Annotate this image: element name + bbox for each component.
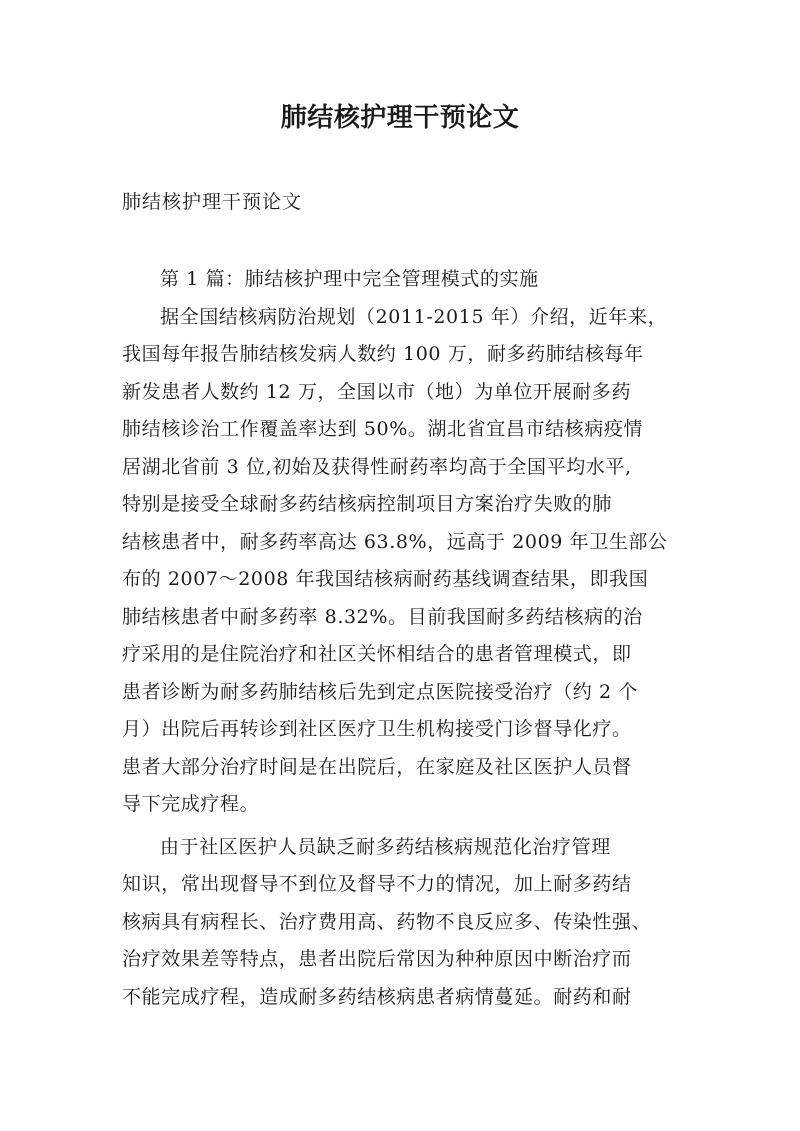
paragraph-line: 肺结核患者中耐多药率 8.32%。目前我国耐多药结核病的治 [122, 605, 643, 628]
paragraph-line: 我国每年报告肺结核发病人数约 100 万，耐多药肺结核每年 [122, 343, 644, 365]
paragraph-line: 核病具有病程长、治疗费用高、药物不良反应多、传染性强、 [122, 910, 652, 933]
paragraph-line: 由于社区医护人员缺乏耐多药结核病规范化治疗管理 [160, 835, 611, 858]
paragraph-1 [122, 299, 688, 824]
paragraph-line: 月）出院后再转诊到社区医疗卫生机构接受门诊督导化疗。 [122, 718, 632, 740]
paragraph-line: 不能完成疗程，造成耐多药结核病患者病情蔓延。耐药和耐 [122, 985, 632, 1008]
paragraph-line: 特别是接受全球耐多药结核病控制项目方案治疗失败的肺 [122, 493, 613, 515]
section-heading: 第 1 篇：肺结核护理中完全管理模式的实施 [160, 268, 539, 290]
paragraph-line: 结核患者中，耐多药率高达 63.8%，远高于 2009 年卫生部公 [122, 530, 668, 553]
paragraph-line: 新发患者人数约 12 万，全国以市（地）为单位开展耐多药 [122, 380, 632, 403]
paragraph-line: 导下完成疗程。 [122, 793, 260, 815]
document-body [122, 261, 688, 1016]
paragraph-line: 肺结核诊治工作覆盖率达到 50%。湖北省宜昌市结核病疫情 [122, 418, 644, 440]
paragraph-line: 疗采用的是住院治疗和社区关怀相结合的患者管理模式，即 [122, 643, 632, 665]
document-subtitle: 肺结核护理干预论文 [122, 191, 303, 213]
paragraph-line: 据全国结核病防治规划（2011-2015 年）介绍，近年来， [160, 305, 668, 328]
paragraph-2 [122, 829, 688, 1017]
paragraph-line: 治疗效果差等特点，患者出院后常因为种种原因中断治疗而 [122, 948, 632, 970]
paragraph-line: 知识，常出现督导不到位及督导不力的情况，加上耐多药结 [122, 873, 632, 895]
paragraph-line: 布的 2007～2008 年我国结核病耐药基线调查结果，即我国 [122, 568, 649, 590]
document-title: 肺结核护理干预论文 [280, 103, 520, 133]
paragraph-line: 患者诊断为耐多药肺结核后先到定点医院接受治疗（约 2 个 [122, 680, 638, 703]
paragraph-line: 患者大部分治疗时间是在出院后，在家庭及社区医护人员督 [122, 755, 632, 778]
paragraph-line: 居湖北省前 3 位,初始及获得性耐药率均高于全国平均水平, [122, 455, 632, 478]
